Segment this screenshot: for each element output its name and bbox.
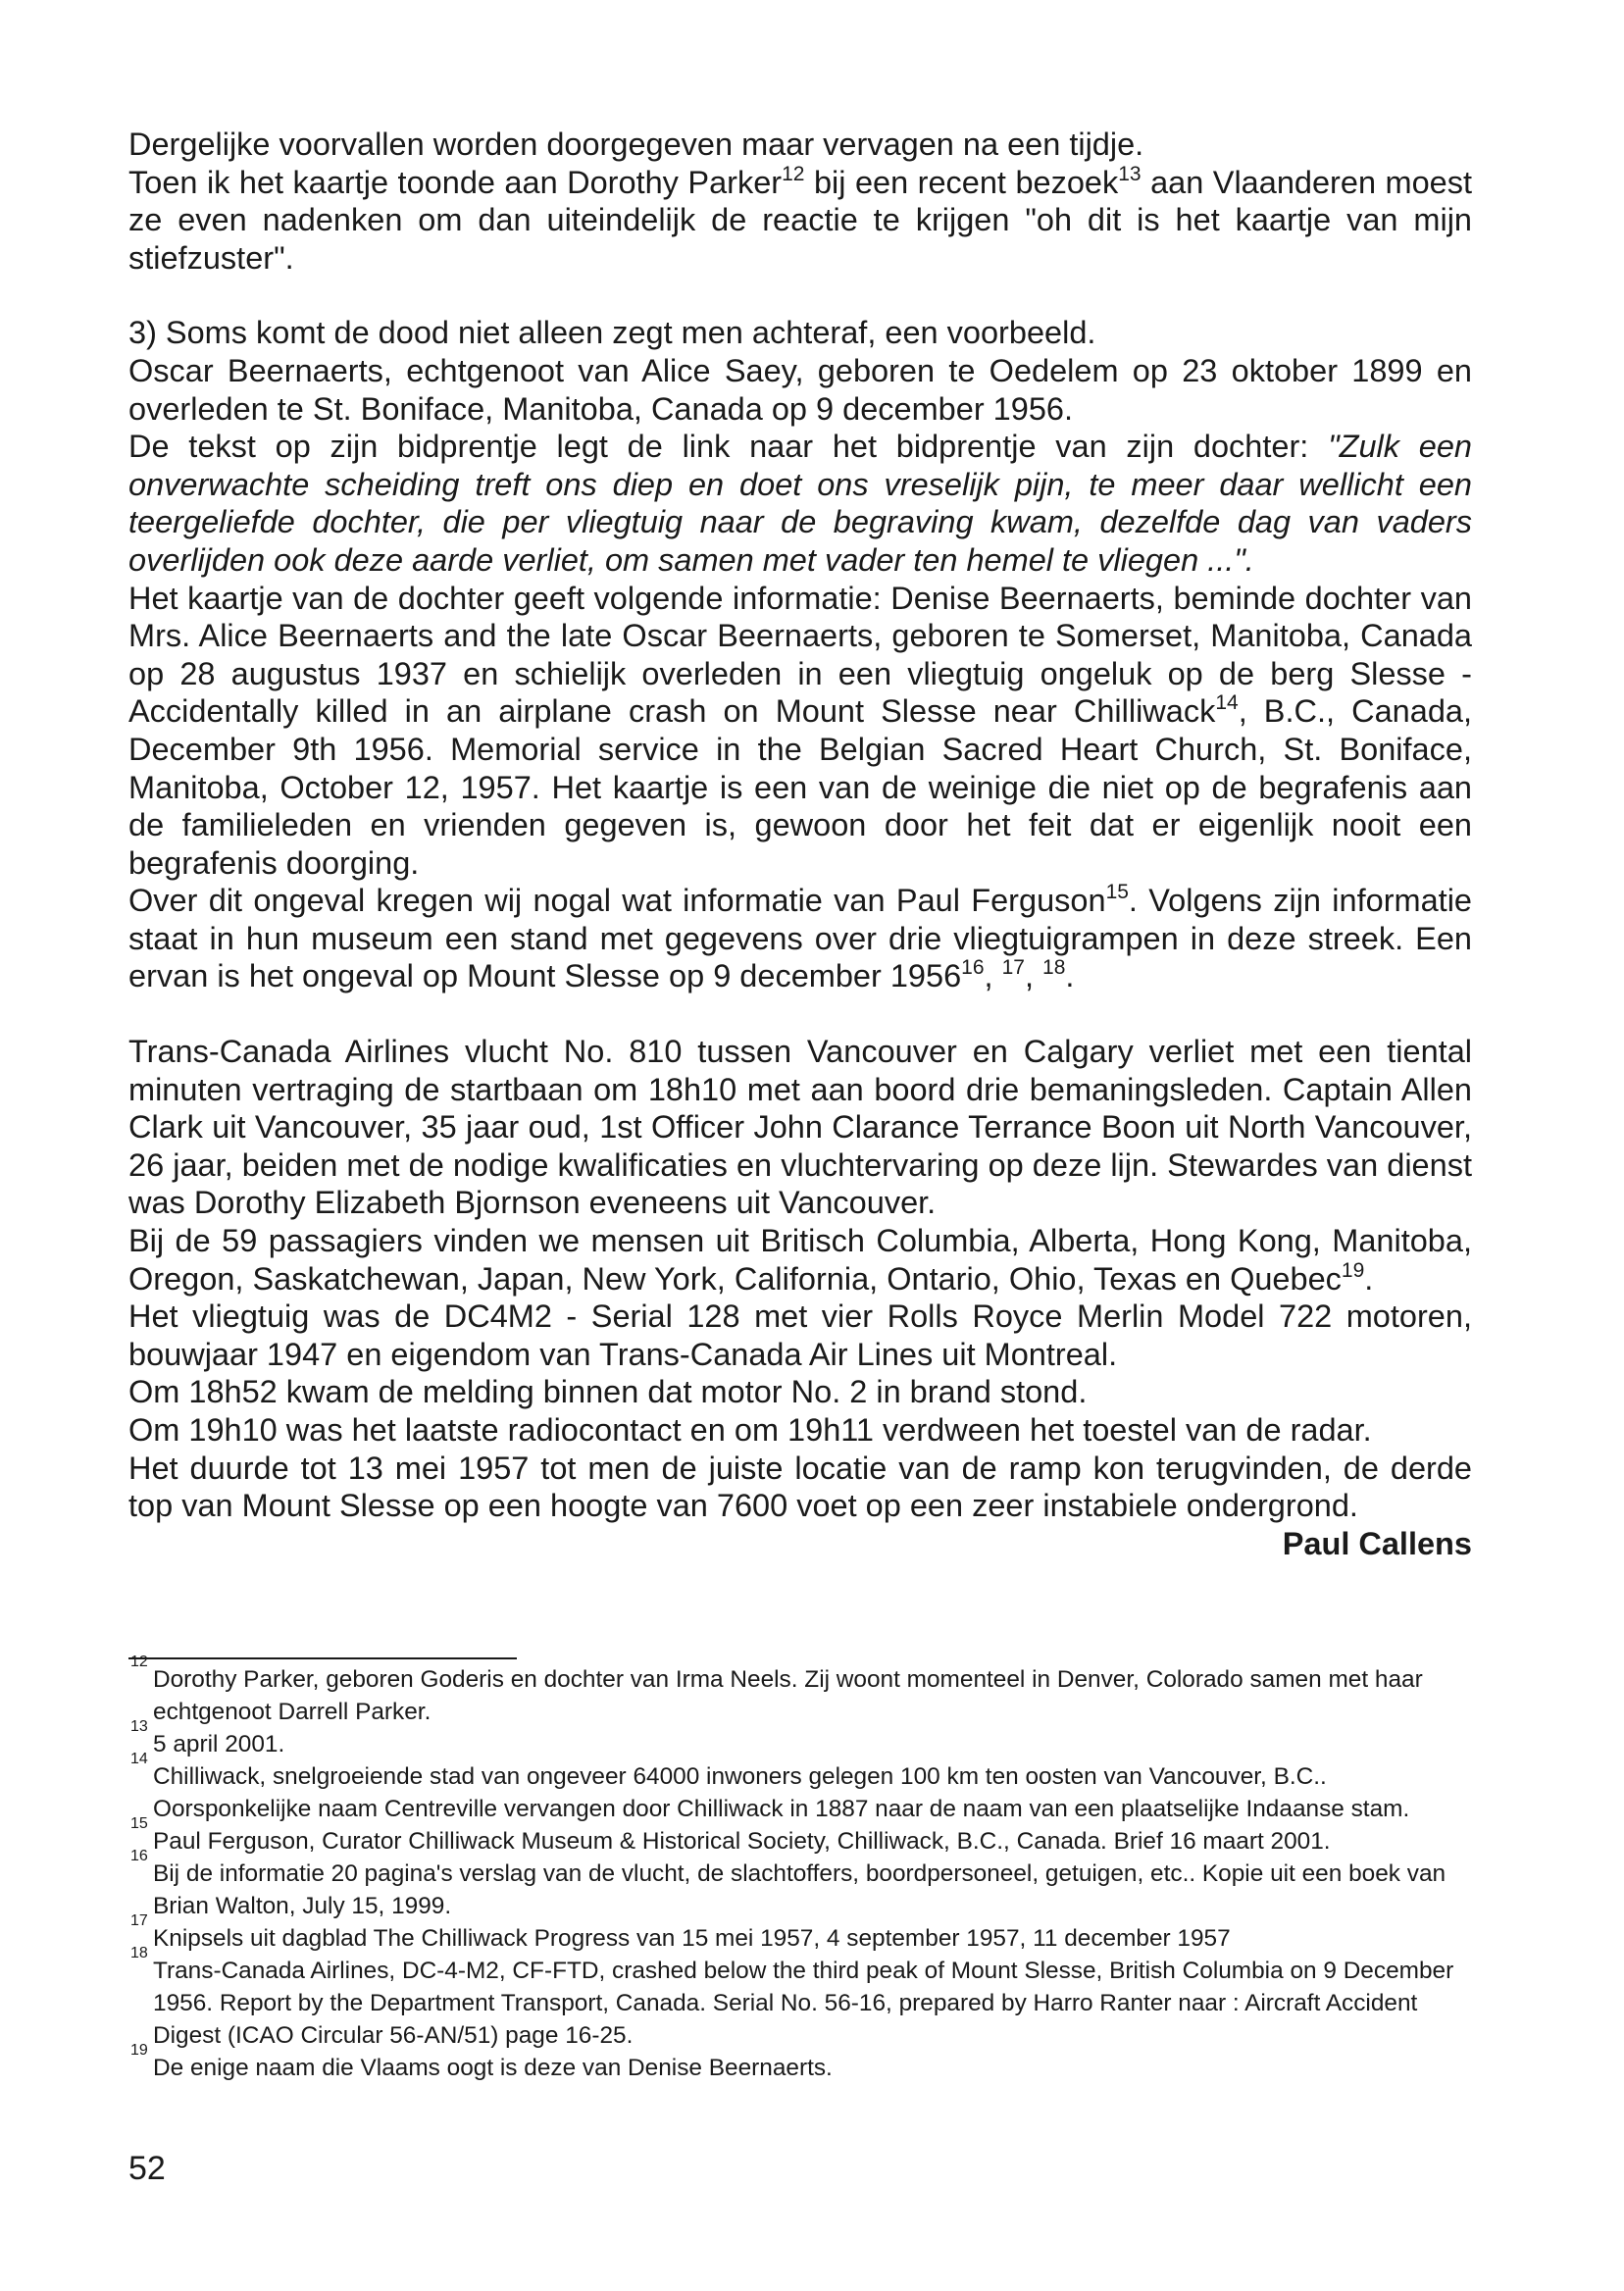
paragraph-3-text: 3) Soms komt de dood niet alleen zegt men achteraf, een voorbeeld. [128,315,1096,351]
paragraph-11-text: Om 18h52 kwam de melding binnen dat motor No. 2 in brand stond. [128,1374,1088,1410]
footnote-ref-18: 18 [1042,956,1066,980]
footnote-16 [128,1848,1472,1922]
paragraph-5-text: De tekst op zijn bidprentje legt de link naar het bidprentje van zijn dochter: [128,429,1329,465]
paragraph-12-text: Om 19h10 was het laatste radiocontact en om 19h11 verdween het toestel van de radar. [128,1412,1372,1448]
paragraph-2-text-c: aan Vlaanderen moest ze even nadenken om dan uiteindelijk de reactie te krijgen "oh dit is het kaartje van mijn stiefzuster". [128,164,1472,276]
paragraph-13 [128,1450,1472,1525]
paragraph-8-text: Trans-Canada Airlines vlucht No. 810 tussen Vancouver en Calgary verliet met een tiental minuten vertraging de startbaan om 18h10 met aan boord drie bemaningsleden. Captain Allen Clark uit Vancouver, 35 jaar oud, 1st Officer John Clarance Terrance Boon uit North Vancouver, 26 jaar, beiden met de nodige kwalificaties en vluchtervaring op deze lijn. Stewardes van dienst was Dorothy Elizabeth Bjornson eveneens uit Vancouver. [128,1034,1472,1221]
paragraph-7-text-b: . Volgens zijn informatie staat in hun museum een stand met gegevens over drie vliegtuigrampen in deze streek. Een ervan is het ongeval op Mount Slesse op 9 december 1956 [128,883,1473,994]
paragraph-6 [128,580,1472,883]
footnote-ref-13: 13 [1118,162,1142,185]
footnote-18 [128,1945,1472,2052]
footnote-14 [128,1751,1472,1825]
paragraph-2-text-b: bij een recent bezoek [804,164,1119,200]
footnote-number: 18 [130,1945,148,1961]
footnote-ref-17: 17 [1001,956,1025,980]
footnote-text: Knipsels uit dagblad The Chilliwack Progress van 15 mei 1957, 4 september 1957, 11 december 1957 [153,1925,1231,1952]
paragraph-7-sep-2: , [1024,958,1043,994]
footnotes [128,1654,1472,2084]
paragraph-5 [128,428,1472,579]
footnote-15 [128,1815,1472,1858]
footnote-17 [128,1912,1472,1955]
footnote-number: 12 [130,1654,148,1670]
footnote-text: Dorothy Parker, geboren Goderis en dochter van Irma Neels. Zij woont momenteel in Denver, Colorado samen met haar echtgenoot Darrell Parker. [153,1666,1423,1725]
paragraph-7-end: . [1065,958,1075,994]
footnote-number: 16 [130,1848,148,1864]
footnote-divider [128,1657,517,1659]
footnote-ref-14: 14 [1215,691,1239,715]
paragraph-13-text: Het duurde tot 13 mei 1957 tot men de juiste locatie van de ramp kon terugvinden, de derde top van Mount Slesse op een hoogte van 7600 voet op een zeer instabiele ondergrond. [128,1450,1472,1524]
paragraph-7 [128,882,1472,995]
footnote-ref-19: 19 [1341,1258,1365,1282]
paragraph-9-text: Bij de 59 passagiers vinden we mensen uit Britisch Columbia, Alberta, Hong Kong, Manitoba, Oregon, Saskatchewan, Japan, New York, California, Ontario, Ohio, Texas en Quebec [128,1223,1472,1297]
footnote-ref-16: 16 [961,956,985,980]
paragraph-8 [128,1033,1472,1222]
paragraph-1 [128,126,1472,164]
paragraph-4 [128,352,1472,428]
paragraph-12 [128,1411,1472,1450]
page-number: 52 [128,2150,166,2187]
footnote-text: 5 april 2001. [153,1731,285,1757]
footnote-19 [128,2042,1472,2084]
paragraph-7-text-a: Over dit ongeval kregen wij nogal wat informatie van Paul Ferguson [128,883,1106,919]
paragraph-11 [128,1373,1472,1411]
paragraph-9-end: . [1364,1260,1374,1297]
paragraph-7-sep-1: , [984,958,1002,994]
paragraph-6-text-a: Het kaartje van de dochter geeft volgende informatie: Denise Beernaerts, beminde dochter van Mrs. Alice Beernaerts and the late Oscar Beernaerts, geboren te Somerset, Manitoba, Canada op 28 augustus 1937 en schielijk overleden in een vliegtuig ongeluk op de berg Slesse - Accidentally killed in an airplane crash on Mount Slesse near Chilliwack [128,580,1472,730]
paragraph-9 [128,1222,1472,1298]
footnote-13 [128,1718,1472,1760]
paragraph-4-text: Oscar Beernaerts, echtgenoot van Alice Saey, geboren te Oedelem op 23 oktober 1899 en overleden te St. Boniface, Manitoba, Canada op 9 december 1956. [128,352,1472,427]
paragraph-6-text-b: , B.C., Canada, December 9th 1956. Memorial service in the Belgian Sacred Heart Church, St. Boniface, Manitoba, October 12, 1957. Het kaartje is een van de weinige die niet op de begrafenis aan de familieleden en vrienden gegeven is, gewoon door het feit dat er eigenlijk nooit een begrafenis doorging. [128,693,1472,881]
footnote-number: 14 [130,1751,148,1767]
footnote-text: Chilliwack, snelgroeiende stad van ongeveer 64000 inwoners gelegen 100 km ten oosten van Vancouver, B.C.. Oorsponkelijke naam Centreville vervangen door Chilliwack in 1887 naar de naam van een plaatselijke Indaanse stam. [153,1763,1410,1822]
footnote-number: 15 [130,1815,148,1832]
footnote-text: Bij de informatie 20 pagina's verslag van de vlucht, de slachtoffers, boordpersoneel, getuigen, etc.. Kopie uit een boek van Brian Walton, July 15, 1999. [153,1860,1446,1919]
footnote-number: 17 [130,1912,148,1929]
paragraph-2-text-a: Toen ik het kaartje toonde aan Dorothy Parker [128,164,783,200]
footnote-number: 19 [130,2042,148,2059]
footnote-ref-12: 12 [782,162,805,185]
body-text [128,126,1472,1562]
paragraph-10 [128,1298,1472,1373]
footnote-number: 13 [130,1718,148,1735]
footnote-text: De enige naam die Vlaams oogt is deze van Denise Beernaerts. [153,2055,833,2081]
footnote-text: Paul Ferguson, Curator Chilliwack Museum & Historical Society, Chilliwack, B.C., Canada. Brief 16 maart 2001. [153,1828,1331,1855]
paragraph-1-text: Dergelijke voorvallen worden doorgegeven maar vervagen na een tijdje. [128,127,1144,162]
paragraph-2 [128,164,1472,278]
bidprentje-quote: "Zulk een onverwachte scheiding treft ons diep en doet ons vreselijk pijn, te meer daar wellicht een teergeliefde dochter, die per vliegtuig naar de begraving kwam, dezelfde dag van vaders overlijden ook deze aarde verliet, om samen met vader ten hemel te vliegen ...". [128,429,1472,578]
footnote-text: Trans-Canada Airlines, DC-4-M2, CF-FTD, crashed below the third peak of Mount Slesse, British Columbia on 9 December 1956. Report by the Department Transport, Canada. Serial No. 56-16, prepared by Harro Ranter naar : Aircraft Accident Digest (ICAO Circular 56-AN/51) page 16-25. [153,1958,1454,2049]
footnote-ref-15: 15 [1105,881,1129,904]
paragraph-3 [128,314,1472,352]
author-signature: Paul Callens [1282,1525,1472,1561]
paragraph-10-text: Het vliegtuig was de DC4M2 - Serial 128 met vier Rolls Royce Merlin Model 722 motoren, bouwjaar 1947 en eigendom van Trans-Canada Air Lines uit Montreal. [128,1298,1472,1372]
footnote-12 [128,1654,1472,1728]
